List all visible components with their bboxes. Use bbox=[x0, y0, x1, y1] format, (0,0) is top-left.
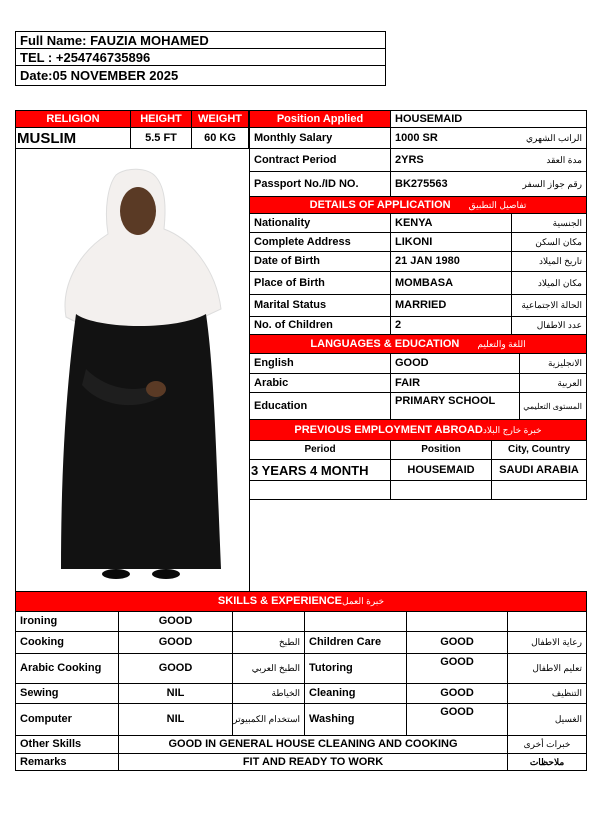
education-arabic: المستوى التعليمي bbox=[519, 392, 587, 420]
skill-value: GOOD bbox=[406, 683, 508, 704]
skill-label: Washing bbox=[304, 703, 407, 736]
height-value: 5.5 FT bbox=[130, 127, 192, 149]
contract-period-arabic: مدة العقد bbox=[546, 154, 582, 165]
skill-value: GOOD bbox=[118, 611, 233, 632]
skill-arabic: الغسيل bbox=[507, 703, 587, 736]
skill-label bbox=[304, 611, 407, 632]
remarks-value: FIT AND READY TO WORK bbox=[118, 753, 508, 771]
skill-value: GOOD bbox=[118, 631, 233, 654]
employment-empty-cell bbox=[390, 480, 492, 500]
skill-arabic: الطبخ bbox=[232, 631, 305, 654]
skill-label: Cooking bbox=[15, 631, 119, 654]
pob-value: MOMBASA bbox=[390, 271, 512, 295]
employment-header: PREVIOUS EMPLOYMENT ABROAD خبرة خارج البلاد bbox=[249, 419, 587, 441]
children-arabic: عدد الاطفال bbox=[511, 316, 587, 335]
skill-label: Arabic Cooking bbox=[15, 653, 119, 684]
skill-arabic bbox=[507, 611, 587, 632]
education-value: PRIMARY SCHOOL bbox=[390, 392, 520, 420]
full-name: Full Name: FAUZIA MOHAMED bbox=[15, 31, 386, 49]
address-label: Complete Address bbox=[249, 232, 391, 252]
applicant-photo bbox=[16, 149, 249, 591]
children-label: No. of Children bbox=[249, 316, 391, 335]
skill-label: Ironing bbox=[15, 611, 119, 632]
remarks-label: Remarks bbox=[15, 753, 119, 771]
skill-value: NIL bbox=[118, 683, 233, 704]
contract-period-label: Contract Period bbox=[249, 148, 391, 172]
nationality-arabic: الجنسية bbox=[511, 213, 587, 233]
weight-value: 60 KG bbox=[191, 127, 249, 149]
skill-label: Tutoring bbox=[304, 653, 407, 684]
languages-header: LANGUAGES & EDUCATION اللغة والتعليم bbox=[249, 334, 587, 354]
employment-empty-cell bbox=[491, 480, 587, 500]
skill-label: Children Care bbox=[304, 631, 407, 654]
city-country-header: City, Country bbox=[491, 440, 587, 460]
skill-value: GOOD bbox=[406, 703, 508, 736]
arabic-arabic: العربية bbox=[519, 373, 587, 393]
arabic-value: FAIR bbox=[390, 373, 520, 393]
other-skills-value: GOOD IN GENERAL HOUSE CLEANING AND COOKING bbox=[118, 735, 508, 754]
date: Date:05 NOVEMBER 2025 bbox=[15, 65, 386, 86]
salary-arabic: الراتب الشهري bbox=[526, 132, 582, 143]
religion-header: RELIGION bbox=[15, 110, 131, 128]
passport-value: BK275563 رقم جواز السفر bbox=[390, 171, 587, 197]
address-value: LIKONI bbox=[390, 232, 512, 252]
salary-label: Monthly Salary bbox=[249, 127, 391, 149]
skill-label: Computer bbox=[15, 703, 119, 736]
skill-arabic: استخدام الكمبيوتر bbox=[232, 703, 305, 736]
skill-arabic: الخياطة bbox=[232, 683, 305, 704]
nationality-label: Nationality bbox=[249, 213, 391, 233]
english-arabic: الانجليزية bbox=[519, 353, 587, 374]
education-label: Education bbox=[249, 392, 391, 420]
application-header: DETAILS OF APPLICATION تفاصيل التطبيق bbox=[249, 196, 587, 214]
position-applied-value: HOUSEMAID bbox=[390, 110, 587, 128]
address-arabic: مكان السكن bbox=[511, 232, 587, 252]
position-header: Position bbox=[390, 440, 492, 460]
skill-value: GOOD bbox=[118, 653, 233, 684]
children-value: 2 bbox=[390, 316, 512, 335]
skill-label: Sewing bbox=[15, 683, 119, 704]
skill-arabic bbox=[232, 611, 305, 632]
weight-header: WEIGHT bbox=[191, 110, 249, 128]
passport-label: Passport No./ID NO. bbox=[249, 171, 391, 197]
marital-label: Marital Status bbox=[249, 294, 391, 317]
employment-position: HOUSEMAID bbox=[390, 459, 492, 481]
other-skills-arabic: خبرات أخرى bbox=[507, 735, 587, 754]
english-label: English bbox=[249, 353, 391, 374]
skill-value bbox=[406, 611, 508, 632]
skill-arabic: الطبخ العربي bbox=[232, 653, 305, 684]
skill-value: GOOD bbox=[406, 653, 508, 684]
arabic-label: Arabic bbox=[249, 373, 391, 393]
skill-arabic: تعليم الاطفال bbox=[507, 653, 587, 684]
dob-arabic: تاريخ الميلاد bbox=[511, 251, 587, 272]
skill-label: Cleaning bbox=[304, 683, 407, 704]
english-value: GOOD bbox=[390, 353, 520, 374]
skills-header: SKILLS & EXPERIENCE خبرة العمل bbox=[15, 591, 587, 612]
position-applied-header: Position Applied bbox=[249, 110, 391, 128]
skill-arabic: رعاية الاطفال bbox=[507, 631, 587, 654]
pob-arabic: مكان الميلاد bbox=[511, 271, 587, 295]
telephone: TEL : +254746735896 bbox=[15, 48, 386, 66]
dob-value: 21 JAN 1980 bbox=[390, 251, 512, 272]
remarks-arabic: ملاحظات bbox=[507, 753, 587, 771]
period-header: Period bbox=[249, 440, 391, 460]
pob-label: Place of Birth bbox=[249, 271, 391, 295]
religion-value: MUSLIM bbox=[15, 127, 131, 149]
contract-period-value: 2YRS مدة العقد bbox=[390, 148, 587, 172]
height-header: HEIGHT bbox=[130, 110, 192, 128]
passport-arabic: رقم جواز السفر bbox=[522, 178, 582, 189]
skill-value: GOOD bbox=[406, 631, 508, 654]
dob-label: Date of Birth bbox=[249, 251, 391, 272]
marital-arabic: الحالة الاجتماعية bbox=[511, 294, 587, 317]
salary-value: 1000 SR الراتب الشهري bbox=[390, 127, 587, 149]
employment-period: 3 YEARS 4 MONTH bbox=[249, 459, 391, 481]
nationality-value: KENYA bbox=[390, 213, 512, 233]
employment-empty-cell bbox=[249, 480, 391, 500]
photo-frame bbox=[15, 148, 250, 592]
skill-arabic: التنظيف bbox=[507, 683, 587, 704]
skill-value: NIL bbox=[118, 703, 233, 736]
other-skills-label: Other Skills bbox=[15, 735, 119, 754]
employment-location: SAUDI ARABIA bbox=[491, 459, 587, 481]
marital-value: MARRIED bbox=[390, 294, 512, 317]
